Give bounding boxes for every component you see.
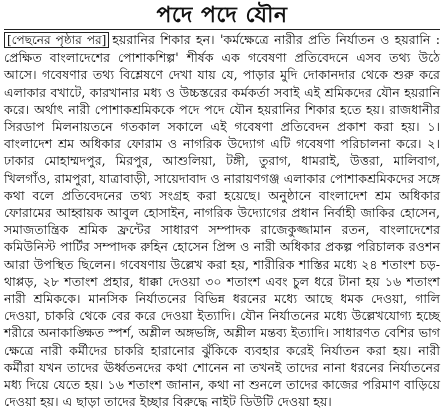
headline-divider	[4, 29, 440, 30]
headline: পদে পদে যৌন	[156, 2, 288, 28]
article-text: হয়রানির শিকার হন। 'কর্মক্ষেত্রে নারীর প্রতি নির্যাতন ও হয়রানি : প্রেক্ষিত বাংলাদেশের পোশাকশিল্প' শীর্ষক এক গবেষণা প্রতিবেদনে এসব তথ্য উঠে আসে। গবেষণার তথ্য বিশ্লেষণে দেখা যায় যে, পাড়ার মুদি দোকানদার থেকে শুরু করে এলাকার বখাটে, কারখানার মধ্য ও উচ্চস্তরের কর্মকর্তা সবাই এই শ্রমিকদের যৌন হয়রানি করে। অর্থাৎ নারী পোশাকশ্রমিককে পদে পদে যৌন হয়রানির শিকার হতে হয়। রাজধানীর সিরডাপ মিলনায়তনে গতকাল সকালে এই গবেষণা প্রতিবেদন প্রকাশ করা হয়। ১। বাংলাদেশ শ্রম অধিকার ফোরাম ও নাগরিক উদ্যোগ এটি গবেষণা পরিচালনা করে। ২। ঢাকার মোহাম্মদপুর, মিরপুর, আশুলিয়া, টঙ্গী, তুরাগ, ধামরাই, উত্তরা, মালিবাগ, খিলগাঁও, রামপুরা, যাত্রাবাড়ী, সায়েদাবাদ ও নারায়ণগঞ্জ এলাকার পোশাকশ্রমিকদের সঙ্গে কথা বলে প্রতিবেদনের তথ্য সংগ্রহ করা হয়েছে। অনুষ্ঠানে বাংলাদেশ শ্রম অধিকার ফোরামের আহ্বায়ক আবুল হোসাইন, নাগরিক উদ্যোগের প্রধান নির্বাহী জাকির হোসেন, সমাজতান্ত্রিক শ্রমিক ফ্রন্টের সাধারণ সম্পাদক রাজেকুজ্জামান রতন, বাংলাদেশের কমিউনিস্ট পার্টির সম্পাদক রুহিন হোসেন প্রিন্স ও নারী অধিকার প্রকল্প পরিচালক রওশন আরা উপস্থিত ছিলেন। গবেষণায় উল্লেখ করা হয়, শারীরিক শাস্তির মধ্যে ২৪ শতাংশ চড়-থাপ্পড়, ২৮ শতাংশ প্রহার, ধাক্কা দেওয়া ৩০ শতাংশ এবং চুল ধরে টানা হয় ১৬ শতাংশ নারী শ্রমিককে। মানসিক নির্যাতনের বিভিন্ন ধরনের মধ্যে আছে ধমক দেওয়া, গালি দেওয়া, চাকরি থেকে বের করে দেওয়া ইত্যাদি। যৌন নির্যাতনের মধ্যে উল্লেখযোগ্য হচ্ছে শরীরে অনাকাঙ্ক্ষিত স্পর্শ, অশ্লীল অঙ্গভঙ্গি, অশ্লীল মন্তব্য ইত্যাদি। সাধারণত বেশির ভাগ ক্ষেত্রে নারী কর্মীদের চাকরি হারানোর ঝুঁকিকে ব্যবহার করেই নির্যাতন করা হয়। নারী কর্মীরা যখন তাদের ঊর্ধ্বতনদের কথা শোনেন না তখনই তাদের নানা ধরনের নির্যাতনের মধ্য দিয়ে যেতে হয়। ১৬ শতাংশ জানান, কথা না শুনলে তাদের কাজের পরিমাণ বাড়িয়ে দেওয়া হয়। এ ছাড়া তাদের ইচ্ছার বিরুদ্ধে নাইট ডিউটি দেওয়া হয়।	[4, 32, 440, 410]
continued-tag: [পেছনের পৃষ্ঠার পর]	[4, 32, 109, 48]
article-body	[4, 31, 440, 410]
